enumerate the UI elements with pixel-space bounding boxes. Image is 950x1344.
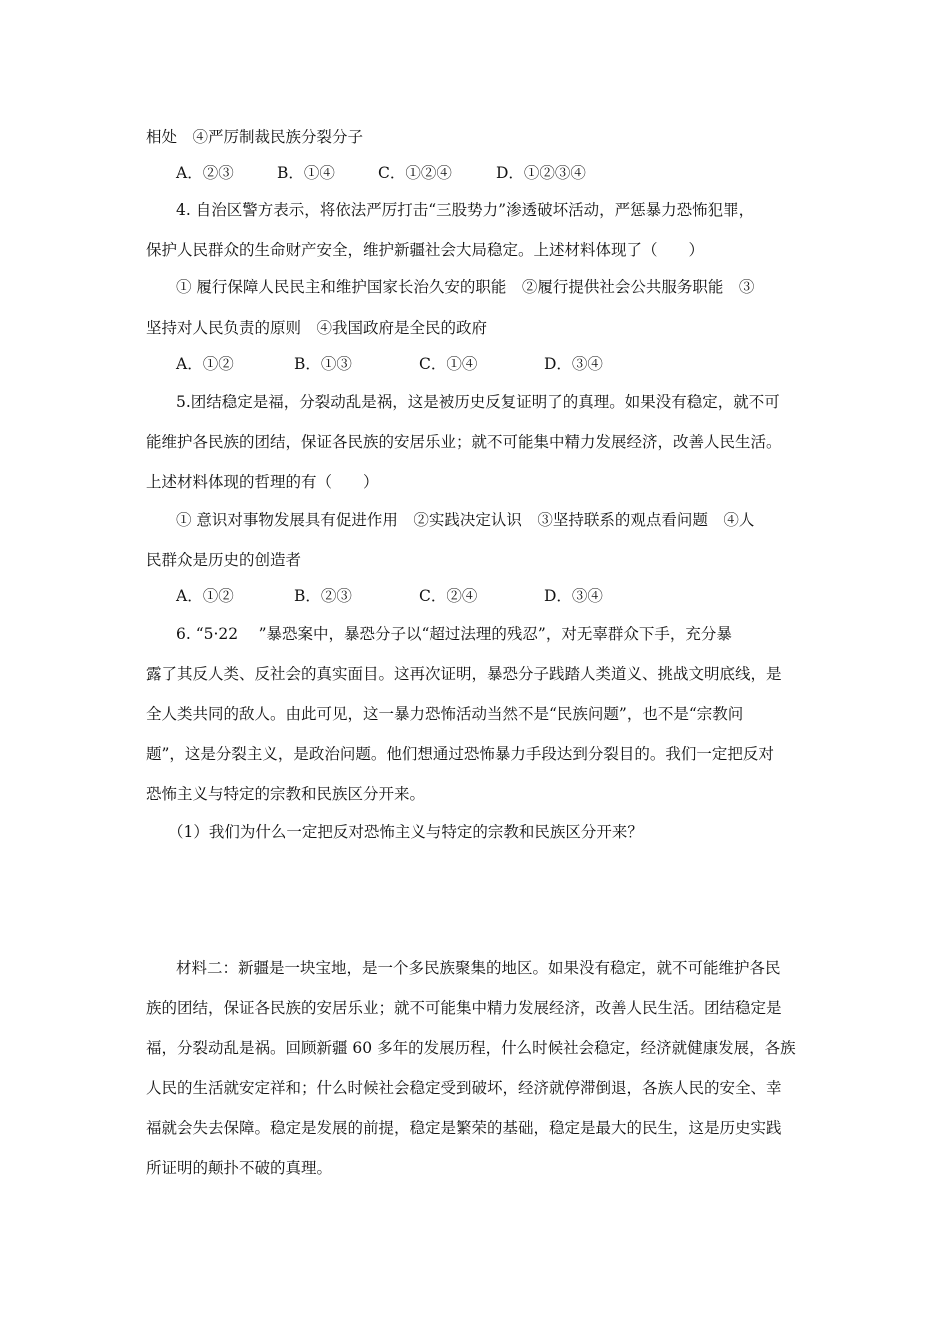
q4-option-b: B．①③ (294, 355, 352, 373)
q3-option-c: C．①②④ (378, 164, 452, 182)
q4-option-d: D．③④ (544, 355, 603, 373)
q6-material-line-4: 题”，这是分裂主义，是政治问题。他们想通过恐怖暴力手段达到分裂目的。我们一定把反对 (146, 745, 774, 763)
q5-stem-line-1: 5.团结稳定是福，分裂动乱是祸，这是被历史反复证明了的真理。如果没有稳定，就不可 (176, 393, 780, 411)
q4-stem-line-2: 保护人民群众的生命财产安全，维护新疆社会大局稳定。上述材料体现了（ ） (146, 241, 705, 259)
material2-line-5: 福就会失去保障。稳定是发展的前提，稳定是繁荣的基础，稳定是最大的民生，这是历史实践 (146, 1119, 782, 1137)
q5-option-b: B．②③ (294, 587, 352, 605)
material2-line-6: 所证明的颠扑不破的真理。 (146, 1159, 333, 1177)
q6-material-line-5: 恐怖主义与特定的宗教和民族区分开来。 (146, 785, 426, 803)
q4-option-a: A．①② (176, 355, 234, 373)
q6-material-line-3: 全人类共同的敌人。由此可见，这一暴力恐怖活动当然不是“民族问题”，也不是“宗教问 (146, 705, 744, 723)
q4-statements-line-1: ① 履行保障人民民主和维护国家长治久安的职能 ②履行提供社会公共服务职能 ③ (176, 278, 755, 296)
q6-material-line-2: 露了其反人类、反社会的真实面目。这再次证明，暴恐分子践踏人类道义、挑战文明底线，是 (146, 665, 782, 683)
q3-option-b: B．①④ (277, 164, 335, 182)
q5-option-a: A．①② (176, 587, 234, 605)
q4-statements-line-2: 坚持对人民负责的原则 ④我国政府是全民的政府 (146, 319, 488, 337)
material2-line-3: 福，分裂动乱是祸。回顾新疆 60 多年的发展历程，什么时候社会稳定，经济就健康发展，各族 (146, 1039, 796, 1057)
material2-line-2: 族的团结，保证各民族的安居乐业；就不可能集中精力发展经济，改善人民生活。团结稳定是 (146, 999, 782, 1017)
q5-stem-line-2: 能维护各民族的团结，保证各民族的安居乐业；就不可能集中精力发展经济，改善人民生活。 (146, 433, 782, 451)
material2-line-1: 材料二：新疆是一块宝地，是一个多民族聚集的地区。如果没有稳定，就不可能维护各民 (176, 959, 781, 977)
q5-statements-line-1: ① 意识对事物发展具有促进作用 ②实践决定认识 ③坚持联系的观点看问题 ④人 (176, 511, 755, 529)
q4-stem-line-1: 4. 自治区警方表示，将依法严厉打击“三股势力”渗透破坏活动，严惩暴力恐怖犯罪， (176, 201, 755, 219)
q3-statement-tail: 相处 ④严厉制裁民族分裂分子 (146, 128, 364, 146)
q3-option-a: A．②③ (176, 164, 234, 182)
q5-option-c: C．②④ (419, 587, 478, 605)
q6-subquestion-1: （1）我们为什么一定把反对恐怖主义与特定的宗教和民族区分开来？ (168, 823, 643, 841)
q5-stem-line-3: 上述材料体现的哲理的有（ ） (146, 473, 379, 491)
q5-option-d: D．③④ (544, 587, 603, 605)
q5-statements-line-2: 民群众是历史的创造者 (146, 551, 302, 569)
q4-option-c: C．①④ (419, 355, 478, 373)
material2-line-4: 人民的生活就安定祥和；什么时候社会稳定受到破坏，经济就停滞倒退，各族人民的安全、幸 (146, 1079, 782, 1097)
q3-option-d: D．①②③④ (496, 164, 586, 182)
q6-material-line-1: 6. “5·22 ”暴恐案中，暴恐分子以“超过法理的残忍”，对无辜群众下手，充分暴 (176, 625, 732, 643)
